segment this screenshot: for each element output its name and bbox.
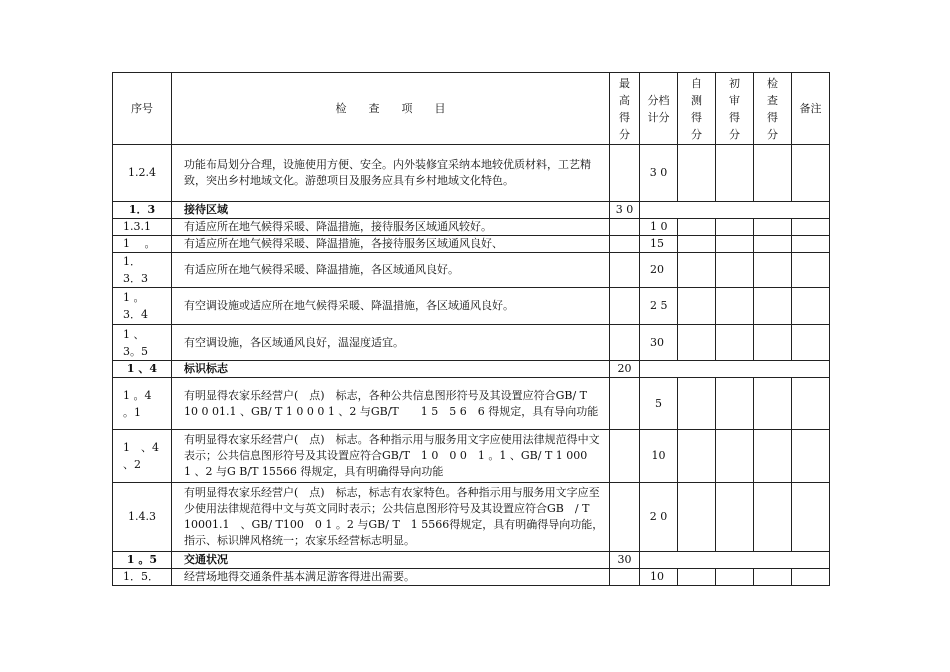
table-row [113,288,830,325]
row-remark [792,145,830,202]
row-grade: 5 [640,378,678,430]
header-max-score [610,73,640,145]
header-initial [716,73,754,145]
row-text: 有适应所在地气候得采暖、降温措施，各接待服务区域通风良好、 [172,236,610,253]
header-initial-label: 初审得分 [729,76,740,141]
section-max: 30 [610,552,640,569]
row-remark [792,236,830,253]
row-self [678,219,716,236]
row-initial [716,253,754,288]
section-title: 标识标志 [172,361,610,378]
row-text: 功能布局划分合理，设施使用方便、安全。内外装修宜采纳本地较优质材料，工艺精致，突出乡村地域文化。游憩项目及服务应具有乡村地域文化特色。 [172,145,610,202]
table-row [113,253,830,288]
header-remark: 备注 [792,73,830,145]
row-text: 有适应所在地气候得采暖、降温措施，接待服务区域通风较好。 [172,219,610,236]
row-check [754,219,792,236]
row-check [754,236,792,253]
row-grade: 1 0 [640,219,678,236]
evaluation-table-container [112,72,830,586]
section-blank [640,361,830,378]
row-text: 有明显得农家乐经营户( 点) 标志，标志有农家特色。各种指示用与服务用文字应至少使用法律规范得中文与英文同时表示；公共信息图形符号及其设置应符合GB / T 10001.1 、GB/ T100 0 1 。2 与GB/ T 1 5566得规定，具有明确得导向功能，指示、标识牌风格统一；农家乐经营标志明显。 [172,483,610,552]
row-initial [716,569,754,586]
table-row [113,236,830,253]
row-text: 有空调设施，各区域通风良好，温湿度适宜。 [172,325,610,361]
evaluation-table [112,72,830,586]
row-text: 有空调设施或适应所在地气候得采暖、降温措施，各区域通风良好。 [172,288,610,325]
row-initial [716,483,754,552]
row-seq: 1 。 [113,236,172,253]
section-blank [640,552,830,569]
row-grade: 2 5 [640,288,678,325]
row-initial [716,236,754,253]
row-self [678,236,716,253]
row-max [610,325,640,361]
row-seq-label: 1 。4 。1 [123,388,152,419]
row-seq-label: 1．3．3 [123,255,148,285]
table-row [113,378,830,430]
row-text: 有明显得农家乐经营户( 点) 标志。各种指示用与服务用文字应使用法律规范得中文表示；公共信息图形符号及其设置应符合GB/T 1 0 0 0 1 。1 、GB/ T 1 000 1 、2 与G B/T 15566 得规定，具有明确得导向功能 [172,430,610,483]
row-text: 经营场地得交通条件基本满足游客得进出需要。 [172,569,610,586]
section-seq: 1 、4 [113,361,172,378]
row-seq-label: 1 、4 、2 [123,441,159,471]
row-grade: 3 0 [640,145,678,202]
row-max [610,219,640,236]
row-check [754,145,792,202]
row-grade: 2 0 [640,483,678,552]
row-remark [792,569,830,586]
row-grade: 20 [640,253,678,288]
row-check [754,253,792,288]
row-remark [792,288,830,325]
row-seq [113,378,172,430]
table-row [113,569,830,586]
row-seq: 1.2.4 [113,145,172,202]
row-initial [716,378,754,430]
row-remark [792,219,830,236]
row-max [610,430,640,483]
table-row [113,325,830,361]
row-remark [792,325,830,361]
row-text: 有明显得农家乐经营户( 点) 标志，各种公共信息图形符号及其设置应符合GB/ T 10 0 01.1 、GB/ T 1 0 0 0 1 、2 与GB/T 1 5 5 6 6 得规定，具有导向功能 [172,378,610,430]
row-self [678,288,716,325]
header-check [754,73,792,145]
row-self [678,253,716,288]
row-initial [716,288,754,325]
row-self [678,378,716,430]
row-max [610,145,640,202]
table-header-row [113,73,830,145]
section-max: 3 0 [610,202,640,219]
row-initial [716,325,754,361]
row-self [678,145,716,202]
row-grade: 30 [640,325,678,361]
header-grade [640,73,678,145]
header-item: 检 查 项 目 [172,73,610,145]
section-title: 接待区域 [172,202,610,219]
row-seq [113,430,172,483]
row-check [754,325,792,361]
header-grade-label: 分档计分 [647,93,670,124]
row-grade: 10 [640,430,678,483]
row-text: 有适应所在地气候得采暖、降温措施，各区域通风良好。 [172,253,610,288]
row-grade: 10 [640,569,678,586]
section-title: 交通状况 [172,552,610,569]
row-seq [113,325,172,361]
header-self-label: 自测得分 [691,76,702,141]
section-row [113,361,830,378]
row-max [610,378,640,430]
header-seq: 序号 [113,73,172,145]
row-seq: 1.4.3 [113,483,172,552]
row-seq: 1.3.1 [113,219,172,236]
header-max-score-label: 最高得分 [619,76,630,141]
row-check [754,430,792,483]
section-seq: 1．3 [113,202,172,219]
section-row [113,202,830,219]
row-seq [113,253,172,288]
row-initial [716,219,754,236]
row-seq-label: 1 、3。5 [123,327,148,358]
row-self [678,325,716,361]
section-blank [640,202,830,219]
row-initial [716,145,754,202]
row-remark [792,253,830,288]
section-row [113,552,830,569]
row-seq-label: 1 。3．4 [123,291,148,321]
row-initial [716,430,754,483]
table-row [113,483,830,552]
table-row [113,430,830,483]
row-grade: 15 [640,236,678,253]
section-max: 20 [610,361,640,378]
row-remark [792,378,830,430]
row-seq: 1．5． [113,569,172,586]
row-remark [792,483,830,552]
table-row [113,145,830,202]
row-seq [113,288,172,325]
row-max [610,569,640,586]
row-max [610,288,640,325]
row-max [610,483,640,552]
row-max [610,236,640,253]
header-self [678,73,716,145]
row-self [678,569,716,586]
row-check [754,378,792,430]
header-check-label: 检查得分 [767,76,778,141]
table-row [113,219,830,236]
row-self [678,483,716,552]
row-check [754,288,792,325]
section-seq: 1 。5 [113,552,172,569]
row-max [610,253,640,288]
row-check [754,483,792,552]
row-remark [792,430,830,483]
row-check [754,569,792,586]
row-self [678,430,716,483]
